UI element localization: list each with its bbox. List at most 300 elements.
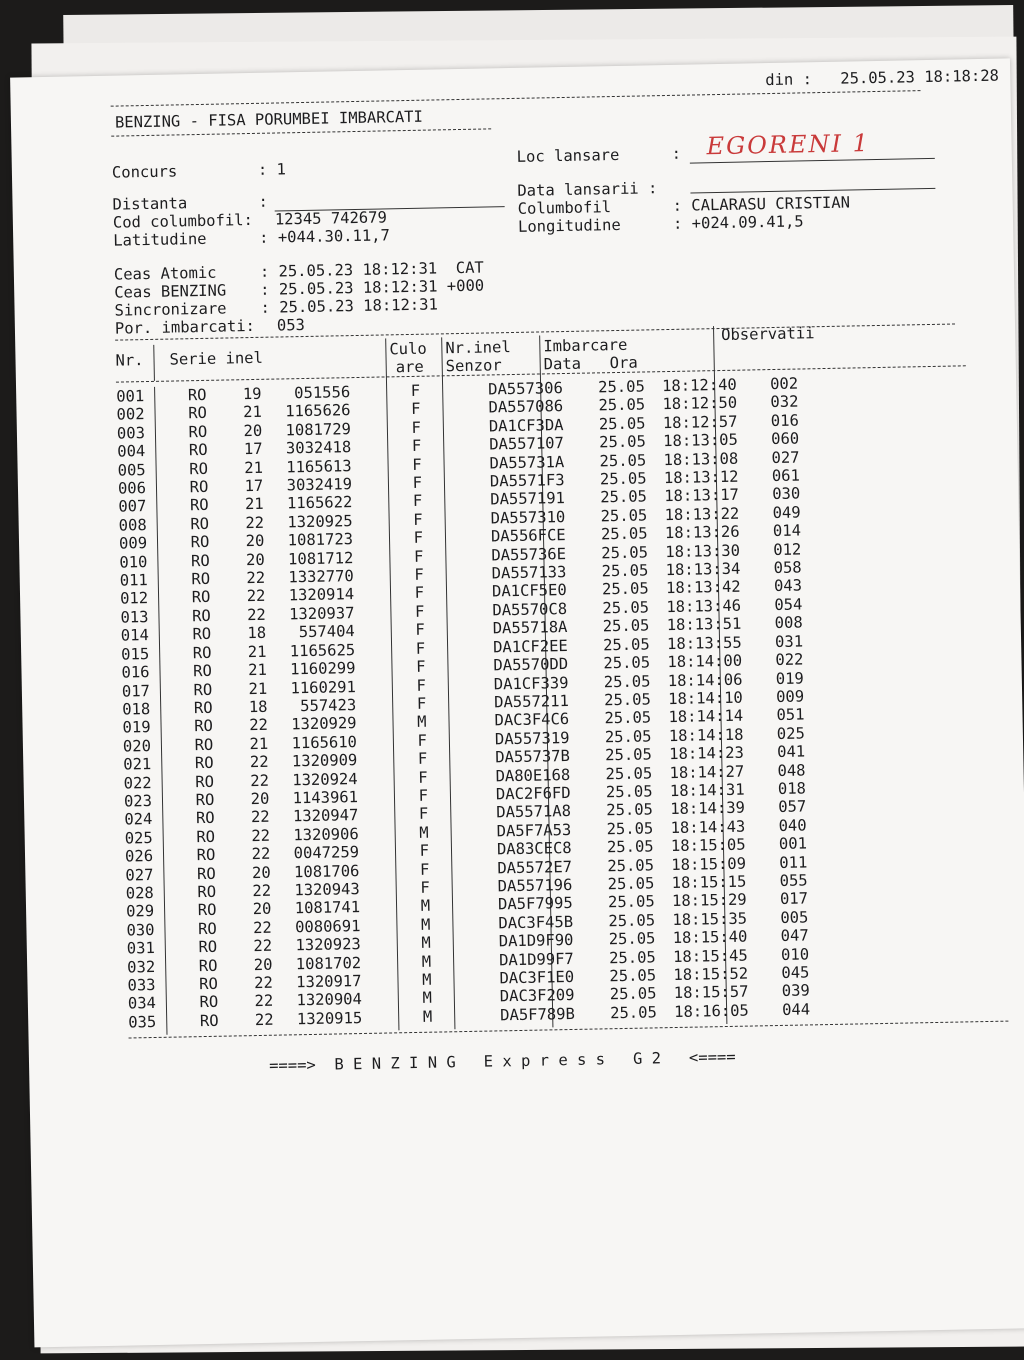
- sex: F: [413, 547, 424, 566]
- boarding-time: 18:15:09: [671, 854, 747, 874]
- ring-number: 1320924: [292, 769, 358, 789]
- row-number: 016: [121, 663, 150, 682]
- ring-year: 22: [252, 881, 272, 901]
- sex: F: [416, 676, 427, 695]
- boarding-date: 25.05: [600, 487, 648, 507]
- boarding-time: 18:14:39: [670, 798, 746, 819]
- sex: M: [421, 970, 432, 989]
- boarding-date: 25.05: [599, 432, 647, 452]
- ring-year: 22: [250, 771, 270, 790]
- boarding-time: 18:14:06: [667, 670, 743, 690]
- ring-year: 20: [245, 532, 265, 551]
- ring-number: 1081702: [295, 953, 362, 973]
- porumbei-imbarcati-value: 053: [276, 315, 306, 335]
- boarding-date: 25.05: [601, 561, 649, 581]
- boarding-date: 25.05: [604, 727, 652, 747]
- boarding-time: 18:15:29: [671, 890, 747, 911]
- ring-number: 1320947: [292, 806, 359, 826]
- ring-number: 1320943: [294, 880, 360, 900]
- boarding-date: 25.05: [599, 451, 647, 470]
- data-lansarii-label: Data lansarii :: [517, 179, 658, 200]
- sex: M: [420, 915, 431, 934]
- observation: 010: [780, 945, 810, 964]
- boarding-time: 18:13:51: [666, 614, 742, 635]
- cod-value: 12345 742679: [274, 208, 388, 229]
- row-number: 019: [122, 718, 151, 737]
- row-number: 030: [126, 920, 155, 940]
- sex: F: [419, 841, 430, 861]
- col-nr-inel: Nr.inel: [445, 338, 511, 358]
- sex: F: [413, 510, 423, 529]
- row-number: 024: [124, 810, 153, 829]
- ring-country: RO: [188, 422, 208, 442]
- sensor-ring: DAC3F209: [499, 986, 575, 1006]
- ring-year: 21: [247, 660, 268, 680]
- ring-number: 1320909: [291, 751, 358, 771]
- boarding-date: 25.05: [606, 837, 654, 857]
- observation: 047: [780, 926, 809, 946]
- boarding-date: 25.05: [605, 745, 653, 765]
- sex: M: [420, 897, 431, 916]
- boarding-date: 25.05: [598, 414, 646, 434]
- row-number: 007: [118, 497, 147, 517]
- ring-country: RO: [197, 882, 217, 902]
- col-ora: Ora: [609, 353, 638, 373]
- ring-number: 557423: [300, 695, 357, 716]
- boarding-time: 18:13:08: [663, 449, 739, 469]
- row-number: 008: [118, 515, 147, 535]
- row-number: 012: [119, 589, 149, 609]
- sensor-ring: DA557319: [494, 728, 570, 749]
- observation: 018: [777, 779, 807, 798]
- observation: 031: [774, 632, 804, 651]
- longitudine-label: Longitudine: [517, 215, 621, 236]
- boarding-date: 25.05: [607, 855, 655, 875]
- observation: 025: [776, 724, 805, 743]
- print-datetime: 25.05.23 18:18:28: [840, 66, 1000, 88]
- boarding-date: 25.05: [598, 395, 646, 415]
- sincronizare-label: Sincronizare: [114, 299, 227, 320]
- col-divider: [153, 345, 155, 381]
- col-senzor: Senzor: [445, 356, 502, 376]
- ring-number: 1160291: [290, 677, 357, 697]
- observation: 039: [781, 981, 810, 1001]
- ring-country: RO: [199, 993, 219, 1012]
- row-number: 018: [122, 699, 151, 719]
- sensor-ring: DA1CF5E0: [491, 581, 567, 601]
- row-number: 006: [117, 479, 147, 498]
- sensor-ring: DA557191: [490, 489, 566, 509]
- ring-year: 21: [244, 458, 264, 477]
- observation: 012: [773, 540, 802, 559]
- ring-year: 22: [252, 918, 272, 937]
- boarding-time: 18:14:14: [668, 706, 744, 727]
- row-number: 033: [127, 975, 156, 995]
- boarding-date: 25.05: [600, 524, 648, 544]
- sensor-ring: DA1CF2EE: [492, 636, 568, 657]
- ring-year: 21: [247, 642, 267, 661]
- sensor-ring: DA5571F3: [489, 471, 565, 491]
- boarding-date: 25.05: [608, 929, 656, 949]
- ring-country: RO: [195, 809, 215, 828]
- boarding-time: 18:16:05: [673, 1001, 749, 1021]
- ring-country: RO: [191, 588, 211, 607]
- sex: M: [419, 823, 429, 842]
- row-number: 011: [119, 571, 148, 590]
- ring-year: 20: [251, 863, 271, 882]
- observation: 061: [771, 466, 801, 486]
- observation: 022: [775, 650, 804, 670]
- ring-country: RO: [190, 533, 210, 552]
- row-number: 005: [117, 460, 146, 480]
- boarding-date: 25.05: [601, 543, 649, 562]
- boarding-date: 25.05: [605, 782, 653, 802]
- ring-country: RO: [191, 569, 211, 589]
- row-number: 031: [126, 939, 156, 958]
- sensor-ring: DA5F7995: [497, 894, 573, 914]
- row-number: 003: [116, 423, 146, 443]
- boarding-time: 18:12:57: [662, 412, 738, 432]
- ring-year: 22: [249, 752, 269, 772]
- ring-year: 22: [254, 992, 274, 1011]
- ring-year: 17: [244, 476, 264, 496]
- observation: 045: [781, 963, 810, 982]
- pigeons-table: [116, 374, 842, 1032]
- sex: F: [412, 473, 423, 492]
- sex: F: [412, 455, 422, 474]
- ring-number: 557404: [298, 622, 355, 642]
- boarding-time: 18:15:35: [672, 909, 748, 929]
- ring-number: 1081741: [294, 898, 361, 918]
- boarding-date: 25.05: [603, 653, 651, 673]
- ring-number: 1320904: [296, 990, 363, 1010]
- observation: 048: [777, 760, 806, 780]
- row-number: 015: [121, 644, 150, 664]
- boarding-date: 25.05: [602, 598, 650, 618]
- ring-year: 21: [244, 495, 264, 514]
- col-data: Data: [543, 354, 582, 374]
- porumbei-imbarcati-label: Por. imbarcati:: [114, 316, 256, 338]
- columbofil-value: : CALARASU CRISTIAN: [672, 193, 851, 215]
- col-serie-inel: Serie inel: [169, 348, 264, 369]
- sex: M: [422, 1007, 433, 1026]
- sensor-ring: DA5F7A53: [496, 820, 572, 841]
- sex: F: [415, 639, 426, 658]
- boarding-date: 25.05: [607, 874, 655, 894]
- observation: 051: [776, 705, 805, 725]
- sex: F: [410, 381, 421, 400]
- ring-number: 1081729: [285, 419, 352, 440]
- observation: 019: [775, 668, 804, 688]
- boarding-time: 18:14:00: [667, 651, 743, 672]
- sex: F: [412, 492, 423, 511]
- boarding-time: 18:15:15: [671, 872, 747, 893]
- observation: 055: [779, 871, 808, 890]
- ring-number: 1320906: [293, 824, 359, 845]
- ring-year: 19: [242, 384, 262, 404]
- sex: M: [422, 989, 433, 1008]
- observation: 058: [773, 558, 802, 578]
- sensor-ring: DA1CF3DA: [488, 415, 564, 436]
- ring-year: 22: [254, 1010, 274, 1029]
- latitudine-value: : +044.30.11,7: [259, 226, 391, 247]
- sensor-ring: DA1CF339: [493, 673, 569, 693]
- row-number: 028: [125, 883, 154, 903]
- row-number: 026: [124, 847, 154, 866]
- ring-country: RO: [199, 974, 219, 994]
- ring-year: 22: [253, 936, 273, 956]
- ring-number: 051556: [294, 383, 351, 403]
- boarding-time: 18:13:55: [666, 633, 742, 653]
- sex: F: [417, 731, 428, 750]
- ring-year: 22: [249, 716, 269, 735]
- data-lansarii-line: [690, 188, 935, 194]
- ring-year: 22: [246, 605, 266, 625]
- ring-number: 1081706: [293, 861, 360, 881]
- boarding-date: 25.05: [602, 635, 650, 655]
- sex: F: [419, 860, 430, 879]
- boarding-time: 18:15:52: [673, 964, 749, 985]
- sex: F: [418, 768, 428, 787]
- observation: 001: [778, 834, 808, 854]
- columbofil-label: Columbofil: [517, 198, 612, 218]
- concurs-value: : 1: [257, 160, 287, 179]
- observation: 041: [777, 742, 806, 762]
- sensor-ring: DAC3F45B: [498, 912, 574, 933]
- row-number: 027: [125, 865, 154, 885]
- sex: F: [418, 786, 429, 805]
- observation: 014: [772, 521, 802, 541]
- sex: F: [418, 805, 429, 824]
- ring-number: 0080691: [294, 916, 361, 937]
- sensor-ring: DA5F789B: [500, 1004, 575, 1025]
- longitudine-value: : +024.09.41,5: [672, 212, 804, 233]
- ring-year: 20: [252, 900, 272, 919]
- ring-country: RO: [193, 661, 213, 681]
- ring-number: 1320937: [288, 603, 355, 624]
- ring-country: RO: [188, 404, 208, 423]
- ring-number: 1320923: [295, 935, 361, 955]
- sex: F: [416, 694, 427, 713]
- boarding-time: 18:12:40: [661, 375, 737, 396]
- ring-year: 20: [250, 789, 270, 809]
- boarding-time: 18:13:26: [664, 522, 740, 543]
- ring-country: RO: [195, 790, 215, 810]
- row-number: 013: [120, 607, 149, 627]
- din-label: din :: [765, 70, 813, 90]
- boarding-date: 25.05: [603, 690, 651, 710]
- observation: 044: [781, 1000, 811, 1019]
- ring-country: RO: [189, 477, 209, 497]
- sensor-ring: DA556FCE: [490, 526, 566, 546]
- sex: M: [417, 713, 427, 732]
- boarding-date: 25.05: [597, 377, 645, 397]
- boarding-time: 18:15:45: [672, 946, 748, 966]
- sex: F: [415, 657, 426, 677]
- boarding-date: 25.05: [608, 911, 656, 931]
- observation: 005: [780, 908, 809, 927]
- sex: F: [414, 602, 425, 621]
- ring-year: 22: [245, 513, 265, 533]
- col-culoare-1: Culo: [389, 339, 427, 359]
- device-footer: ====> B E N Z I N G E x p r e s s G 2 <====: [268, 1047, 736, 1075]
- boarding-time: 18:14:27: [669, 762, 745, 782]
- ring-year: 21: [243, 403, 263, 422]
- boarding-date: 25.05: [606, 819, 654, 839]
- boarding-time: 18:13:42: [665, 578, 741, 598]
- boarding-time: 18:13:12: [663, 467, 739, 488]
- sex: F: [411, 436, 422, 456]
- col-culoare-2: are: [395, 357, 424, 377]
- ring-country: RO: [192, 643, 212, 662]
- col-observatii: Observatii: [720, 324, 815, 344]
- observation: 009: [775, 687, 805, 706]
- sensor-ring: DA5571A8: [496, 802, 572, 822]
- ring-number: 1320929: [291, 714, 357, 734]
- observation: 054: [774, 595, 803, 614]
- row-number: 001: [116, 387, 145, 406]
- ring-year: 22: [251, 844, 271, 864]
- boarding-time: 18:15:57: [673, 983, 749, 1003]
- boarding-time: 18:12:50: [662, 394, 738, 414]
- ceas-benzing-label: Ceas BENZING: [114, 281, 227, 302]
- ring-country: RO: [191, 606, 211, 626]
- sensor-ring: DA55718A: [492, 618, 568, 638]
- boarding-time: 18:13:30: [665, 541, 741, 561]
- boarding-time: 18:13:17: [664, 486, 740, 506]
- observation: 040: [778, 816, 807, 835]
- ring-country: RO: [194, 753, 214, 773]
- loc-lansare-label: Loc lansare: [516, 145, 620, 166]
- row-number: 002: [116, 405, 145, 425]
- ring-year: 18: [247, 624, 267, 643]
- ring-year: 22: [246, 568, 266, 588]
- ring-country: RO: [197, 901, 217, 920]
- sensor-ring: DA80E168: [495, 765, 571, 785]
- sensor-ring: DA55737B: [495, 747, 571, 767]
- ring-country: RO: [188, 441, 208, 460]
- sensor-ring: DA83CEC8: [496, 839, 572, 859]
- ring-number: 1165625: [289, 640, 356, 661]
- ceas-atomic-label: Ceas Atomic: [113, 263, 217, 284]
- ring-country: RO: [189, 459, 209, 478]
- ring-country: RO: [190, 551, 210, 570]
- boarding-time: 18:14:23: [669, 743, 745, 764]
- latitudine-label: Latitudine: [113, 229, 207, 250]
- sensor-ring: DA557107: [489, 434, 565, 454]
- ring-number: 1160299: [290, 659, 356, 679]
- observation: 008: [774, 613, 803, 633]
- boarding-date: 25.05: [600, 506, 648, 526]
- row-number: 004: [117, 442, 146, 461]
- observation: 016: [770, 411, 799, 430]
- ring-year: 20: [253, 955, 273, 974]
- sensor-ring: DAC3F1E0: [499, 967, 575, 988]
- ring-country: RO: [196, 827, 216, 846]
- ring-country: RO: [192, 625, 212, 644]
- row-number: 029: [125, 902, 155, 921]
- row-number: 034: [127, 994, 157, 1013]
- ring-number: 1165626: [285, 401, 351, 421]
- loc-lansare-handwritten: EGORENI 1: [706, 129, 871, 161]
- boarding-time: 18:13:05: [663, 430, 739, 451]
- sensor-ring: DA55736E: [491, 544, 567, 565]
- row-number: 021: [123, 755, 152, 774]
- ring-country: RO: [194, 735, 214, 754]
- ring-country: RO: [198, 937, 218, 957]
- sincronizare-value: : 25.05.23 18:12:31: [260, 295, 439, 317]
- ceas-atomic-value: : 25.05.23 18:12:31 CAT: [259, 258, 484, 281]
- boarding-date: 25.05: [601, 579, 649, 599]
- ring-year: 22: [251, 826, 271, 845]
- row-number: 035: [128, 1012, 157, 1032]
- concurs-label: Concurs: [111, 162, 178, 182]
- ring-country: RO: [197, 919, 217, 938]
- report-title: BENZING - FISA PORUMBEI IMBARCATI: [114, 107, 424, 132]
- observation: 017: [779, 889, 809, 909]
- ring-country: RO: [189, 496, 209, 515]
- ring-country: RO: [194, 717, 214, 736]
- ring-year: 21: [249, 734, 269, 753]
- ceas-benzing-value: : 25.05.23 18:12:31 +000: [260, 276, 485, 299]
- observation: 049: [772, 503, 801, 522]
- printout-page: [10, 58, 1024, 1347]
- sensor-ring: DA557306: [487, 379, 563, 399]
- sensor-ring: DA557133: [491, 563, 567, 583]
- row-number: 032: [127, 957, 156, 977]
- sensor-ring: DA5570C8: [492, 599, 568, 620]
- ring-country: RO: [190, 514, 210, 534]
- ring-number: 1165613: [286, 456, 352, 476]
- ring-country: RO: [196, 864, 216, 883]
- sensor-ring: DA557086: [488, 397, 564, 417]
- sensor-ring: DA557211: [494, 691, 569, 712]
- sex: F: [417, 749, 428, 769]
- ring-year: 17: [243, 440, 263, 459]
- sensor-ring: DA1D9F90: [498, 931, 574, 951]
- ring-number: 1320925: [287, 511, 353, 532]
- boarding-time: 18:14:43: [670, 817, 746, 837]
- boarding-date: 25.05: [599, 469, 647, 489]
- boarding-date: 25.05: [605, 763, 653, 783]
- ring-number: 1143961: [292, 787, 359, 808]
- ring-year: 22: [254, 973, 274, 993]
- boarding-time: 18:15:05: [670, 835, 746, 856]
- boarding-date: 25.05: [608, 947, 656, 967]
- boarding-time: 18:14:10: [667, 688, 743, 708]
- sensor-ring: DA557310: [490, 507, 566, 528]
- boarding-date: 25.05: [607, 892, 655, 912]
- ring-year: 22: [250, 808, 270, 827]
- row-number: 010: [119, 552, 148, 572]
- boarding-date: 25.05: [604, 708, 652, 728]
- header-top-rule: [111, 90, 921, 107]
- sex: F: [411, 400, 421, 419]
- ring-number: 1332770: [288, 567, 354, 587]
- ring-number: 3032419: [286, 475, 353, 495]
- ring-country: RO: [195, 772, 215, 791]
- ring-number: 1165610: [291, 732, 358, 753]
- ring-number: 1081723: [287, 530, 354, 550]
- row-number: 009: [118, 534, 148, 553]
- ring-number: 1320917: [296, 972, 362, 992]
- ring-year: 18: [248, 697, 268, 717]
- boarding-time: 18:14:18: [668, 725, 744, 745]
- boarding-time: 18:13:22: [664, 504, 740, 524]
- row-number: 025: [124, 828, 153, 848]
- sensor-ring: DA1D99F7: [498, 949, 574, 969]
- row-number: 014: [120, 626, 149, 645]
